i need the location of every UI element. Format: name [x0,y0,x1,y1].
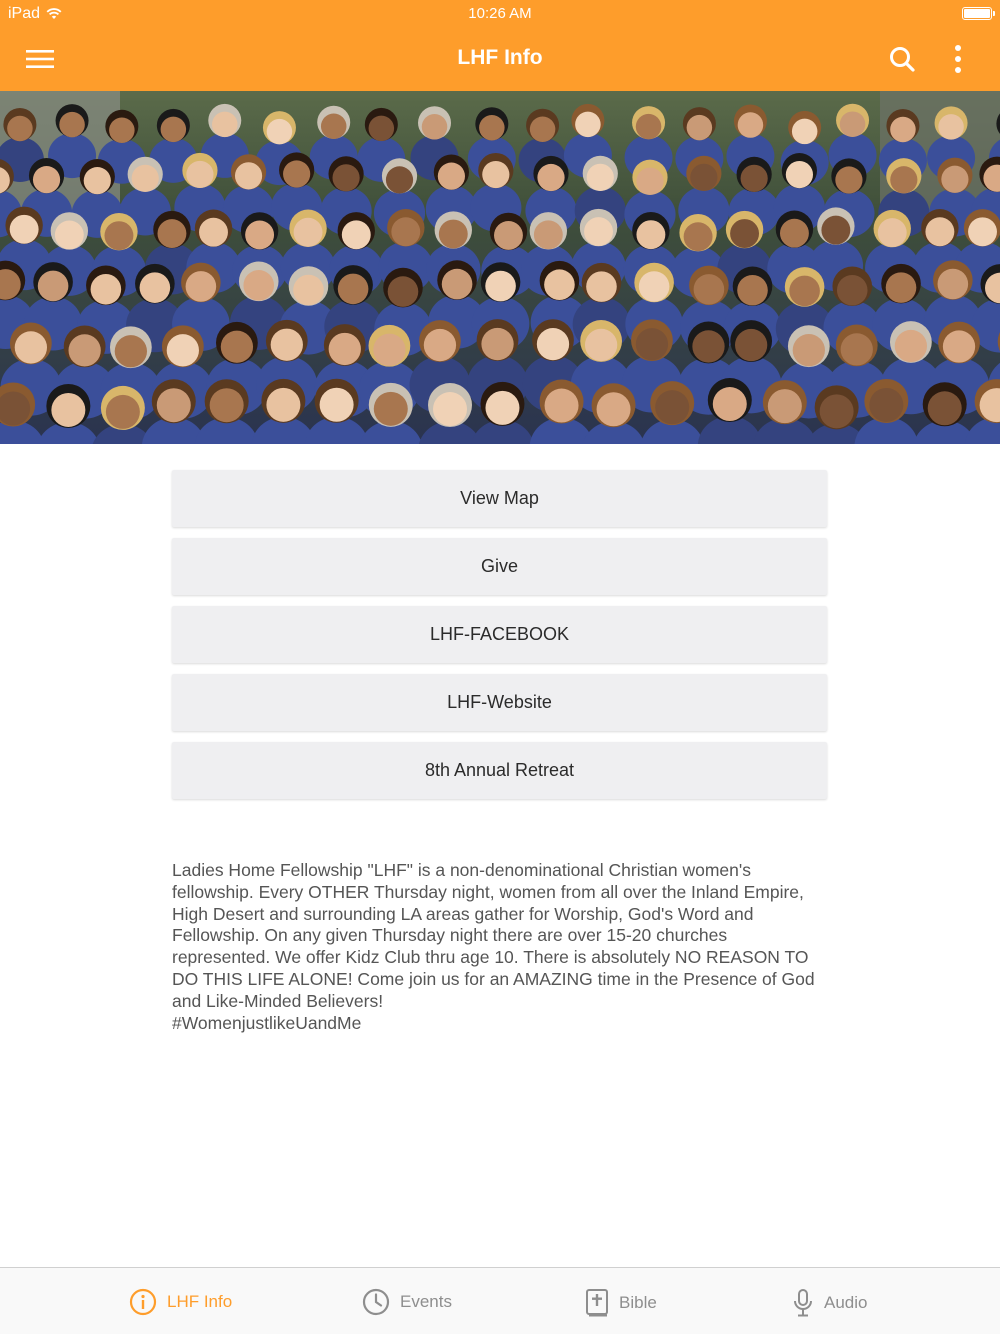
annual-retreat-button[interactable]: 8th Annual Retreat [172,742,827,799]
tab-events[interactable] [362,1288,452,1316]
search-button[interactable] [886,43,918,75]
battery-icon [962,7,992,20]
tab-label: Audio [824,1293,868,1312]
page-title: LHF Info [457,46,543,69]
tab-lhf-info[interactable] [129,1288,232,1316]
more-vertical-icon [946,41,970,77]
tab-label: Events [400,1292,452,1311]
facebook-button[interactable]: LHF-FACEBOOK [172,606,827,663]
tab-audio[interactable] [792,1288,867,1318]
bottom-tab-bar [0,1267,1000,1334]
search-icon [886,43,918,75]
hero-group-photo [0,91,1000,444]
tab-bible[interactable] [585,1288,657,1318]
device-name: iPad [8,5,41,22]
group-photo-image [0,91,1000,444]
status-bar [0,0,1000,28]
tab-label: LHF Info [167,1292,233,1311]
website-button[interactable]: LHF-Website [172,674,827,731]
more-options-button[interactable] [946,41,970,77]
view-map-button[interactable]: View Map [172,470,827,527]
fellowship-description: Ladies Home Fellowship "LHF" is a non-denominational Christian women's fellowship. Every OTHER Thursday night, women from all over the Inland Empire, High Desert and surrounding LA areas gather for Worship, God's Word and Fellowship. On any given Thursday night there are over 15-20 churches represented. We offer Kidz Club thru age 10. There is absolutely NO REASON TO DO THIS LIFE ALONE! Come join us for an AMAZING time in the Presence of God and Like-Minded Believers! #WomenjustlikeUandMe [172,860,815,1033]
tab-label: Bible [619,1293,657,1312]
info-icon [129,1288,157,1316]
bible-icon [585,1288,609,1318]
clock-icon [362,1288,390,1316]
top-navbar [0,28,1000,91]
action-button-list [172,470,827,810]
status-time: 10:26 AM [468,5,532,22]
microphone-icon [792,1288,814,1318]
give-button[interactable]: Give [172,538,827,595]
